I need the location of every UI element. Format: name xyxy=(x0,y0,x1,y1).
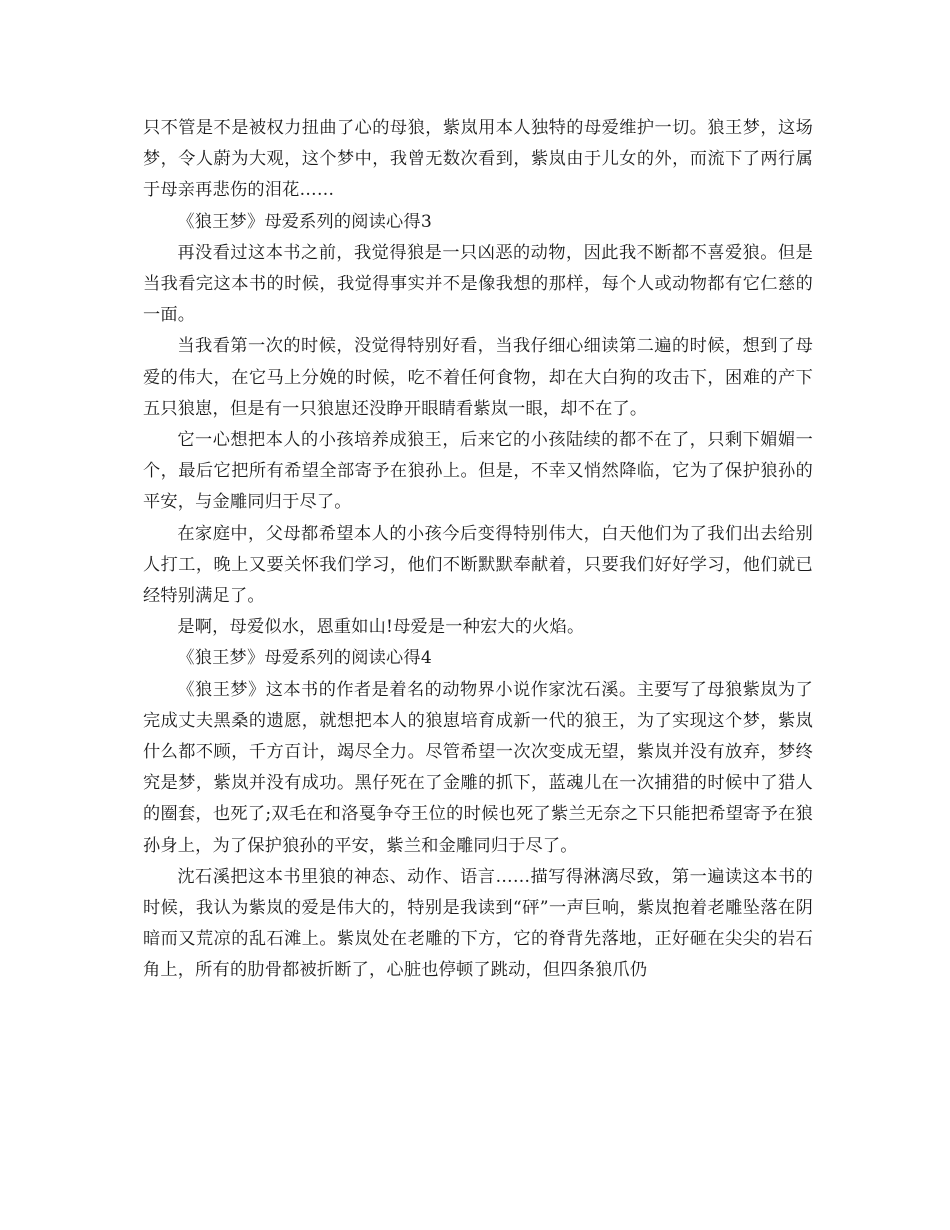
section-heading-4: 《狼王梦》母爱系列的阅读心得4 xyxy=(177,648,432,669)
paragraph-8: 沈石溪把这本书里狼的神态、动作、语言……描写得淋漓尽致，第一遍读这本书的时候，我认为紫岚的爱是伟大的，特别是我读到“砰”一声巨响，紫岚抱着老雕坠落在阴暗而又荒凉的乱石滩上。紫岚处在老雕的下方，它的脊背先落地，正好砸在尖尖的岩石角上，所有的肋骨都被折断了，心脏也停顿了跳动，但四条狼爪仍 xyxy=(143,866,813,981)
paragraph-7: 《狼王梦》这本书的作者是着名的动物界小说作家沈石溪。主要写了母狼紫岚为了完成丈夫黑桑的遗愿，就想把本人的狼崽培育成新一代的狼王，为了实现这个梦，紫岚什么都不顾，千方百计，竭尽全力。尽管希望一次次变成无望，紫岚并没有放弃，梦终究是梦，紫岚并没有成功。黑仔死在了金雕的抓下，蓝魂儿在一次捕猎的时候中了猎人的圈套，也死了;双毛在和洛戛争夺王位的时候也死了紫兰无奈之下只能把希望寄予在狼孙身上，为了保护狼孙的平安，紫兰和金雕同归于尽了。 xyxy=(143,679,813,856)
paragraph-6: 是啊，母爱似水，恩重如山!母爱是一种宏大的火焰。 xyxy=(177,617,585,638)
paragraph-2: 再没看过这本书之前，我觉得狼是一只凶恶的动物，因此我不断都不喜爱狼。但是当我看完这本书的时候，我觉得事实并不是像我想的那样，每个人或动物都有它仁慈的一面。 xyxy=(143,242,813,326)
paragraph-3: 当我看第一次的时候，没觉得特别好看，当我仔细心细读第二遍的时候，想到了母爱的伟大，在它马上分娩的时候，吃不着任何食物，却在大白狗的攻击下，困难的产下五只狼崽，但是有一只狼崽还没睁开眼睛看紫岚一眼，却不在了。 xyxy=(143,336,813,419)
paragraph-4: 它一心想把本人的小孩培养成狼王，后来它的小孩陆续的都不在了，只剩下媚媚一个，最后它把所有希望全部寄予在狼孙上。但是，不幸又悄然降临，它为了保护狼孙的平安，与金雕同归于尽了。 xyxy=(143,430,813,513)
document-page xyxy=(143,113,813,987)
section-heading-3: 《狼王梦》母爱系列的阅读心得3 xyxy=(177,211,432,232)
paragraph-5: 在家庭中，父母都希望本人的小孩今后变得特别伟大，白天他们为了我们出去给别人打工，晚上又要关怀我们学习，他们不断默默奉献着，只要我们好好学习，他们就已经特别满足了。 xyxy=(143,523,813,607)
paragraph-1: 只不管是不是被权力扭曲了心的母狼，紫岚用本人独特的母爱维护一切。狼王梦，这场梦，令人蔚为大观，这个梦中，我曾无数次看到，紫岚由于儿女的外，而流下了两行属于母亲再悲伤的泪花…… xyxy=(143,118,813,201)
